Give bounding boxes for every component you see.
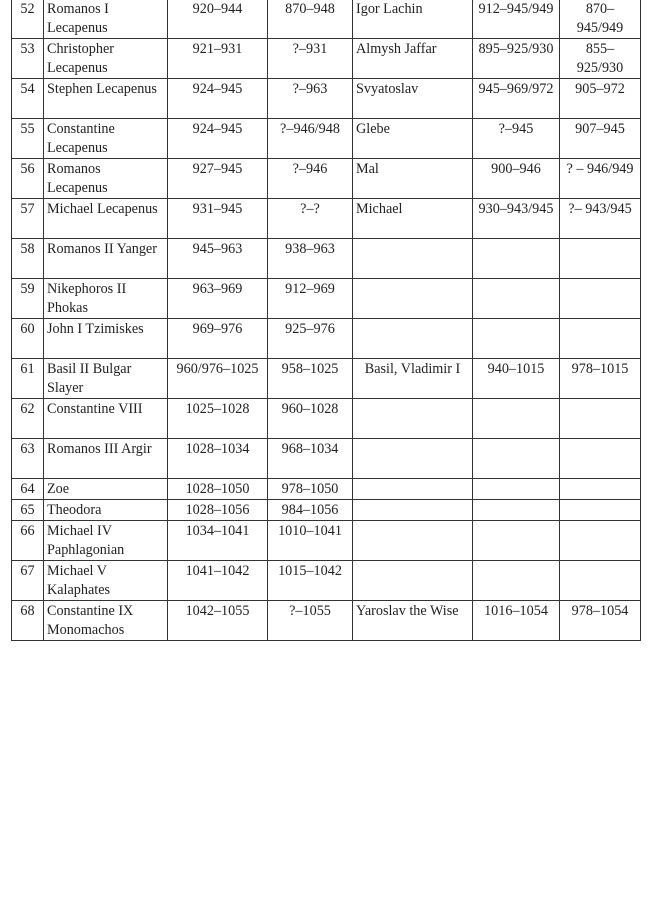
rus-ruler-name-cell [353, 439, 473, 479]
rus-reign-years-cell [473, 479, 560, 500]
rus-life-years-cell [560, 319, 641, 359]
reign-years-cell: 1025–1028 [168, 399, 268, 439]
table-row [12, 199, 641, 239]
emperor-name-cell: Romanos Lecapenus [44, 159, 168, 199]
life-years-cell: 912–969 [268, 279, 353, 319]
rus-reign-years-cell: 945–969/972 [473, 79, 560, 119]
rus-reign-years-cell: 912–945/949 [473, 0, 560, 39]
rus-ruler-name-cell [353, 319, 473, 359]
emperor-name-cell: Michael V Kalaphates [44, 561, 168, 601]
life-years-cell: 938–963 [268, 239, 353, 279]
row-number-cell: 60 [12, 319, 44, 359]
rus-ruler-name-cell: Yaroslav the Wise [353, 601, 473, 641]
reign-years-cell: 963–969 [168, 279, 268, 319]
row-number-cell: 63 [12, 439, 44, 479]
life-years-cell: 968–1034 [268, 439, 353, 479]
table-row [12, 39, 641, 79]
reign-years-cell: 1041–1042 [168, 561, 268, 601]
rus-life-years-cell [560, 239, 641, 279]
emperor-name-cell: Constantine Lecapenus [44, 119, 168, 159]
rus-ruler-name-cell: Michael [353, 199, 473, 239]
row-number-cell: 59 [12, 279, 44, 319]
table-row [12, 439, 641, 479]
row-number-cell: 58 [12, 239, 44, 279]
table-row [12, 521, 641, 561]
rus-reign-years-cell: 1016–1054 [473, 601, 560, 641]
table-row [12, 239, 641, 279]
life-years-cell: 978–1050 [268, 479, 353, 500]
table-row [12, 561, 641, 601]
emperor-name-cell: Constantine VIII [44, 399, 168, 439]
row-number-cell: 54 [12, 79, 44, 119]
table-row [12, 79, 641, 119]
emperor-name-cell: Constantine IX Monomachos [44, 601, 168, 641]
row-number-cell: 52 [12, 0, 44, 39]
rus-life-years-cell [560, 439, 641, 479]
rus-ruler-name-cell [353, 500, 473, 521]
rus-life-years-cell [560, 279, 641, 319]
rus-life-years-cell: 870–945/949 [560, 0, 641, 39]
rus-reign-years-cell [473, 279, 560, 319]
rus-life-years-cell [560, 479, 641, 500]
reign-years-cell: 1028–1050 [168, 479, 268, 500]
rus-life-years-cell [560, 500, 641, 521]
rus-life-years-cell: 855–925/930 [560, 39, 641, 79]
table-row [12, 319, 641, 359]
row-number-cell: 56 [12, 159, 44, 199]
rus-life-years-cell: 978–1015 [560, 359, 641, 399]
rus-reign-years-cell [473, 399, 560, 439]
rus-life-years-cell: 905–972 [560, 79, 641, 119]
rulers-table [11, 0, 641, 641]
rus-life-years-cell: ? – 946/949 [560, 159, 641, 199]
emperor-name-cell: Romanos II Yanger [44, 239, 168, 279]
life-years-cell: 870–948 [268, 0, 353, 39]
rus-ruler-name-cell [353, 521, 473, 561]
rus-ruler-name-cell: Basil, Vladimir I [353, 359, 473, 399]
life-years-cell: 958–1025 [268, 359, 353, 399]
rus-life-years-cell: 978–1054 [560, 601, 641, 641]
reign-years-cell: 927–945 [168, 159, 268, 199]
rus-ruler-name-cell: Almysh Jaffar [353, 39, 473, 79]
row-number-cell: 57 [12, 199, 44, 239]
rus-reign-years-cell [473, 561, 560, 601]
reign-years-cell: 960/976–1025 [168, 359, 268, 399]
life-years-cell: 925–976 [268, 319, 353, 359]
row-number-cell: 61 [12, 359, 44, 399]
reign-years-cell: 1034–1041 [168, 521, 268, 561]
reign-years-cell: 1028–1034 [168, 439, 268, 479]
table-row [12, 399, 641, 439]
rus-reign-years-cell [473, 439, 560, 479]
rus-reign-years-cell: 930–943/945 [473, 199, 560, 239]
table-row [12, 601, 641, 641]
table-row [12, 279, 641, 319]
reign-years-cell: 969–976 [168, 319, 268, 359]
life-years-cell: ?–? [268, 199, 353, 239]
rus-life-years-cell [560, 521, 641, 561]
rus-reign-years-cell: 900–946 [473, 159, 560, 199]
emperor-name-cell: Romanos I Lecapenus [44, 0, 168, 39]
reign-years-cell: 921–931 [168, 39, 268, 79]
row-number-cell: 67 [12, 561, 44, 601]
reign-years-cell: 1042–1055 [168, 601, 268, 641]
rus-reign-years-cell: 895–925/930 [473, 39, 560, 79]
emperor-name-cell: Romanos III Argir [44, 439, 168, 479]
rus-life-years-cell [560, 399, 641, 439]
emperor-name-cell: Basil II Bulgar Slayer [44, 359, 168, 399]
table-body [12, 0, 641, 641]
row-number-cell: 53 [12, 39, 44, 79]
reign-years-cell: 924–945 [168, 79, 268, 119]
life-years-cell: ?–963 [268, 79, 353, 119]
reign-years-cell: 1028–1056 [168, 500, 268, 521]
table-row [12, 359, 641, 399]
emperor-name-cell: Nikephoros II Phokas [44, 279, 168, 319]
life-years-cell: 1010–1041 [268, 521, 353, 561]
emperor-name-cell: Stephen Lecapenus [44, 79, 168, 119]
table-row [12, 500, 641, 521]
life-years-cell: 1015–1042 [268, 561, 353, 601]
rus-reign-years-cell: ?–945 [473, 119, 560, 159]
rus-ruler-name-cell [353, 399, 473, 439]
reign-years-cell: 931–945 [168, 199, 268, 239]
life-years-cell: ?–946 [268, 159, 353, 199]
row-number-cell: 62 [12, 399, 44, 439]
rus-reign-years-cell [473, 500, 560, 521]
row-number-cell: 68 [12, 601, 44, 641]
life-years-cell: 984–1056 [268, 500, 353, 521]
rus-ruler-name-cell: Svyatoslav [353, 79, 473, 119]
emperor-name-cell: Theodora [44, 500, 168, 521]
row-number-cell: 55 [12, 119, 44, 159]
life-years-cell: ?–1055 [268, 601, 353, 641]
emperor-name-cell: Zoe [44, 479, 168, 500]
rus-ruler-name-cell [353, 279, 473, 319]
row-number-cell: 66 [12, 521, 44, 561]
emperor-name-cell: Michael Lecapenus [44, 199, 168, 239]
rus-reign-years-cell [473, 239, 560, 279]
emperor-name-cell: Michael IV Paphlagonian [44, 521, 168, 561]
rus-ruler-name-cell: Mal [353, 159, 473, 199]
rus-reign-years-cell [473, 319, 560, 359]
rus-life-years-cell [560, 561, 641, 601]
rus-ruler-name-cell: Igor Lachin [353, 0, 473, 39]
reign-years-cell: 924–945 [168, 119, 268, 159]
reign-years-cell: 945–963 [168, 239, 268, 279]
table-row [12, 0, 641, 39]
emperor-name-cell: John I Tzimiskes [44, 319, 168, 359]
rus-ruler-name-cell [353, 479, 473, 500]
life-years-cell: ?–946/948 [268, 119, 353, 159]
emperor-name-cell: Christopher Lecapenus [44, 39, 168, 79]
rus-ruler-name-cell [353, 561, 473, 601]
reign-years-cell: 920–944 [168, 0, 268, 39]
table-row [12, 159, 641, 199]
life-years-cell: ?–931 [268, 39, 353, 79]
rus-ruler-name-cell: Glebe [353, 119, 473, 159]
row-number-cell: 65 [12, 500, 44, 521]
rus-life-years-cell: 907–945 [560, 119, 641, 159]
table-row [12, 479, 641, 500]
table-row [12, 119, 641, 159]
rus-life-years-cell: ?– 943/945 [560, 199, 641, 239]
row-number-cell: 64 [12, 479, 44, 500]
rus-reign-years-cell: 940–1015 [473, 359, 560, 399]
life-years-cell: 960–1028 [268, 399, 353, 439]
rus-reign-years-cell [473, 521, 560, 561]
rus-ruler-name-cell [353, 239, 473, 279]
